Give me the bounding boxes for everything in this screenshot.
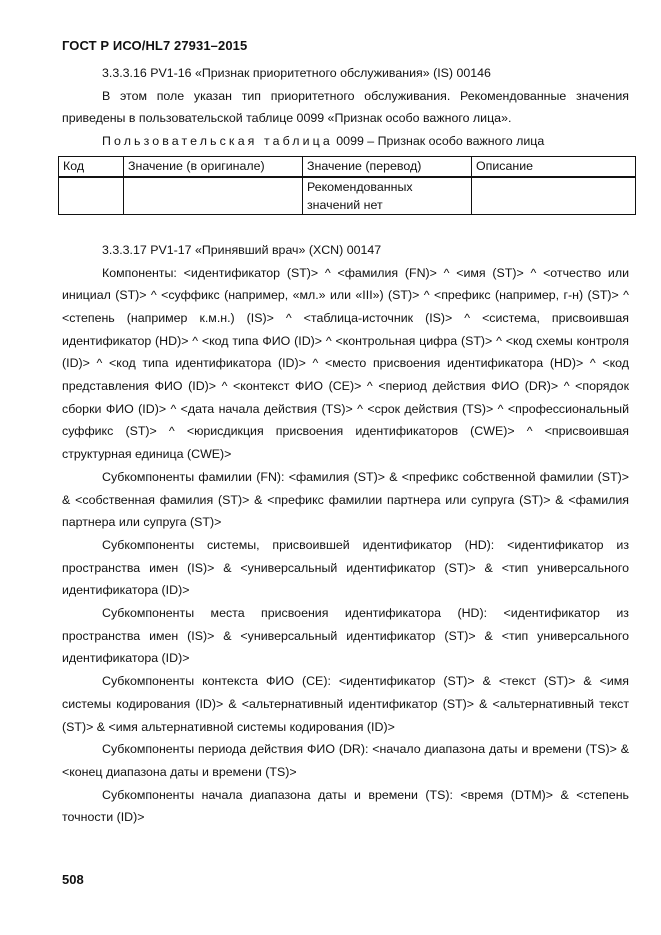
column-header-code: Код (59, 156, 124, 177)
table-cell-translated-value: Рекомендованных значений нет (303, 177, 472, 215)
subcomponents-family-name: Субкомпоненты фамилии (FN): <фамилия (ST)> & <префикс собственной фамилии (ST)> & <собственная фамилия (ST)> & <префикс фамилии партнера или супруга (ST)> & <фамилия партнера или супруга (ST)> (62, 469, 629, 530)
table-caption-label: Пользовательская таблица (102, 134, 333, 149)
page-number: 508 (62, 872, 84, 887)
section-text-pv1-16: В этом поле указан тип приоритетного обслуживания. Рекомендованные значения приведены в пользовательской таблице 0099 «Признак особо важного лица». (62, 88, 629, 126)
components-paragraph: Компоненты: <идентификатор (ST)> ^ <фамилия (FN)> ^ <имя (ST)> ^ <отчество или инициал (ST)> ^ <суффикс (например, «мл.» или «III») (ST)> ^ <префикс (например, г-н) (ST)> ^ <степень (например к.м.н.) (IS)> ^ <таблица-источник (IS)> ^ <система, присвоившая идентификатор (HD)> ^ <код типа ФИО (ID)> ^ <контрольная цифра (ST)> ^ <код схемы контроля (ID)> ^ <код типа идентификатора (ID)> ^ <место присвоения идентификатора (HD)> ^ <код представления ФИО (ID)> ^ <контекст ФИО (CE)> ^ <период действия ФИО (DR)> ^ <порядок сборки ФИО (ID)> ^ <дата начала действия (TS)> ^ <срок действия (TS)> ^ <профессиональный суффикс (ST)> ^ <юрисдикция присвоения идентификаторов (CWE)> ^ <присвоившая структурная единица (CWE)> (62, 265, 629, 462)
section-heading-pv1-17: 3.3.3.17 PV1-17 «Принявший врач» (XCN) 00147 (102, 242, 382, 257)
table-cell-description (472, 177, 636, 215)
table-cell-code (59, 177, 124, 215)
column-header-description: Описание (472, 156, 636, 177)
table-caption (62, 130, 629, 153)
section-heading-pv1-16: 3.3.3.16 PV1-16 «Признак приоритетного обслуживания» (IS) 00146 (102, 66, 491, 80)
subcomponents-assigning-system: Субкомпоненты системы, присвоившей идентификатор (HD): <идентификатор из пространства имен (IS)> & <универсальный идентификатор (ST)> & <тип универсального идентификатора (ID)> (62, 537, 629, 598)
standard-header: ГОСТ Р ИСО/HL7 27931–2015 (62, 38, 248, 53)
table-row (59, 177, 636, 215)
subcomponents-assigning-facility: Субкомпоненты места присвоения идентификатора (HD): <идентификатор из пространства имен (IS)> & <универсальный идентификатор (ST)> & <тип универсального идентификатора (ID)> (62, 606, 629, 666)
user-table-0099 (58, 156, 636, 215)
subcomponents-name-context: Субкомпоненты контекста ФИО (CE): <идентификатор (ST)> & <текст (ST)> & <имя системы кодирования (ID)> & <альтернативный идентификатор (ST)> & <альтернативный текст (ST)> & <имя альтернативной системы кодирования (ID)> (62, 674, 629, 734)
subcomponents-range-start: Субкомпоненты начала диапазона даты и времени (TS): <время (DTM)> & <степень точности (ID)> (62, 787, 629, 825)
table-caption-title: 0099 – Признак особо важного лица (332, 134, 545, 149)
column-header-original-value: Значение (в оригинале) (124, 156, 303, 177)
table-cell-original-value (124, 177, 303, 215)
page-content (62, 62, 629, 829)
table-header-row (59, 156, 636, 177)
subcomponents-name-validity-range: Субкомпоненты периода действия ФИО (DR): <начало диапазона даты и времени (TS)> & <конец диапазона даты и времени (TS)> (62, 742, 629, 779)
column-header-translated-value: Значение (перевод) (303, 156, 472, 177)
